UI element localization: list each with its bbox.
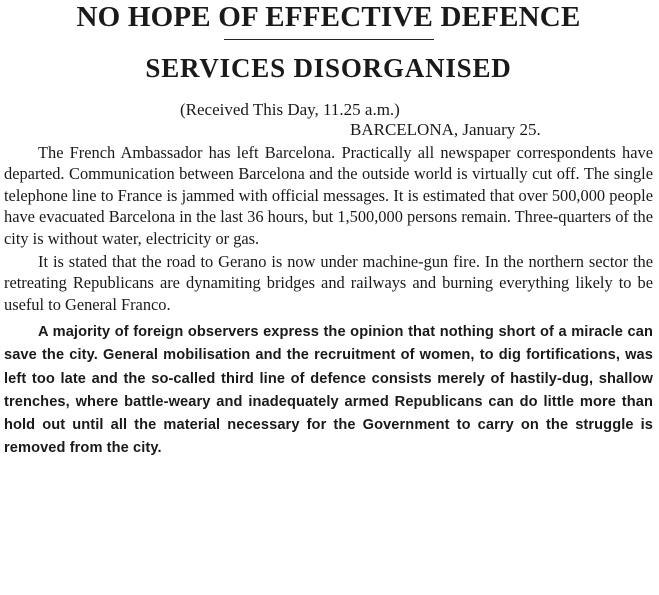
paragraph-3: A majority of foreign observers express the opinion that nothing short of a miracle can save the city. General mobilisation and the recruitment of women, to dig fortifications, was left too late and the so-called third line of defence consists merely of hastily-dug, shallow trenches, where battle-weary and inadequately armed Republicans can do little more than hold out until all the material necessary for the Government to carry on the struggle is removed from the city.	[4, 324, 653, 457]
dateline: BARCELONA, January 25.	[350, 120, 541, 139]
headline: NO HOPE OF EFFECTIVE DEFENCE	[76, 1, 581, 33]
paragraph-1: The French Ambassador has left Barcelona. Practically all newspaper correspondents have departed. Communication between Barcelona and the outside world is virtually cut off. The single telephone line to France is jammed with official messages. It is estimated that over 500,000 people have evacuated Barcelona in the last 36 hours, but 1,500,000 persons remain. Three-quarters of the city is without water, electricity or gas.	[4, 143, 653, 248]
received-note: (Received This Day, 11.25 a.m.)	[180, 100, 400, 119]
paragraph-2: It is stated that the road to Gerano is now under machine-gun fire. In the northern sector the retreating Republicans are dynamiting bridges and railways and burning everything likely to be useful to General Franco.	[4, 252, 653, 314]
subheadline: SERVICES DISORGANISED	[145, 53, 512, 83]
headline-rule	[224, 39, 434, 40]
